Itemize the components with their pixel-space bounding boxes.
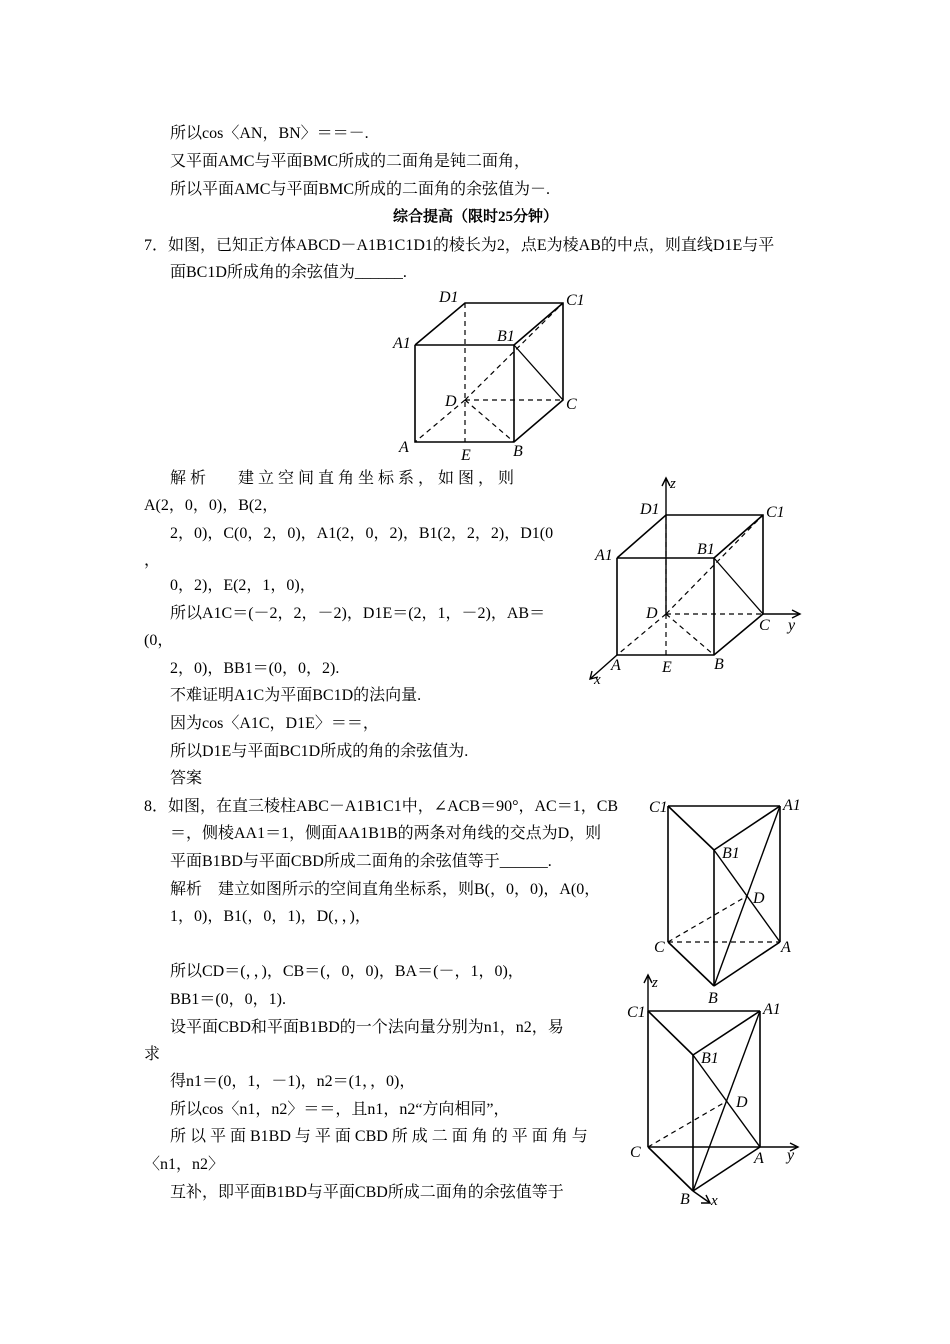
solution-8-line: 互补，即平面B1BD与平面CBD所成二面角的余弦值等于 — [170, 1184, 564, 1201]
label-B1: B1 — [697, 541, 715, 558]
question-7-line-1: 7．如图，已知正方体ABCD－A1B1C1D1的棱长为2，点E为棱AB的中点，则直线D1E与平 — [144, 237, 775, 254]
label-A: A — [399, 439, 409, 456]
solution-8-line: 所以cos〈n1，n2〉＝＝，且n1，n2“方向相同”， — [170, 1101, 510, 1118]
label-B: B — [714, 656, 724, 673]
question-8-line-3: 平面B1BD与平面CBD所成二面角的余弦值等于______. — [170, 853, 552, 870]
label-D: D — [445, 393, 457, 410]
label-D1: D1 — [640, 501, 660, 518]
solution-8-line: 1，0)，B1(，0，1)，D(，，)， — [170, 908, 371, 925]
axis-y-label: y — [787, 1147, 795, 1164]
solution-8-line: 〈n1，n2〉 — [144, 1156, 225, 1173]
answer-label: 答案 — [170, 770, 203, 787]
label-D: D — [736, 1094, 748, 1111]
question-8-line-2: ＝，侧棱AA1＝1，侧面AA1B1B的两条对角线的交点为D，则 — [170, 825, 602, 842]
text-line: 所以平面AMC与平面BMC所成的二面角的余弦值为－. — [170, 181, 551, 198]
label-B: B — [513, 443, 523, 460]
solution-7-line: 因为cos〈A1C，D1E〉＝＝， — [170, 715, 379, 732]
solution-8-line: 得n1＝(0，1，－1)，n2＝(1，，0)， — [170, 1073, 416, 1090]
label-C1: C1 — [766, 504, 785, 521]
label-A: A — [754, 1150, 764, 1167]
label-B1: B1 — [701, 1050, 719, 1067]
text-line: 所以cos〈AN，BN〉＝＝－. — [170, 125, 369, 142]
label-B: B — [680, 1191, 690, 1208]
label-C1: C1 — [566, 292, 585, 309]
solution-7-line: 不难证明A1C为平面BC1D的法向量. — [170, 687, 422, 704]
axis-z-label: z — [670, 476, 676, 492]
label-D1: D1 — [439, 289, 459, 306]
solution-8-line: 所以CD＝(，，)，CB＝(，0，0)，BA＝(－，1，0)， — [170, 963, 524, 980]
section-heading: 综合提高（限时25分钟） — [393, 209, 559, 225]
label-C: C — [566, 396, 577, 413]
label-A1: A1 — [393, 335, 411, 352]
solution-8-line: 解析 建立如图所示的空间直角坐标系，则B(，0，0)，A(0， — [170, 881, 601, 898]
solution-7-line: 所以D1E与平面BC1D所成的角的余弦值为. — [170, 743, 469, 760]
solution-8-line: 所 以 平 面 B1BD 与 平 面 CBD 所 成 二 面 角 的 平 面 角 与 — [170, 1128, 588, 1145]
label-A1: A1 — [763, 1001, 781, 1018]
text-line: 又平面AMC与平面BMC所成的二面角是钝二面角， — [170, 153, 531, 170]
prism-axes-figure — [620, 968, 815, 1213]
solution-7-line: 所以A1C＝(－2，2，－2)，D1E＝(2，1，－2)，AB＝ — [170, 605, 546, 622]
label-C1: C1 — [649, 799, 668, 816]
axis-y-label: y — [788, 617, 796, 634]
question-8-line-1: 8．如图，在直三棱柱ABC－A1B1C1中，∠ACB＝90°，AC＝1，CB — [144, 798, 619, 815]
solution-8-line: 设平面CBD和平面B1BD的一个法向量分别为n1，n2，易 — [170, 1019, 564, 1036]
label-A1: A1 — [595, 547, 613, 564]
label-B: B — [708, 990, 718, 1007]
label-A: A — [781, 939, 791, 956]
label-C: C — [759, 617, 770, 634]
solution-7-line: 0，2)，E(2，1，0)， — [170, 577, 316, 594]
label-A: A — [611, 657, 621, 674]
label-E: E — [461, 447, 471, 464]
solution-7-line: A(2，0，0)，B(2， — [144, 497, 279, 514]
axis-x-label: x — [594, 672, 601, 688]
label-B1: B1 — [497, 328, 515, 345]
solution-7-line: 解 析 建 立 空 间 直 角 坐 标 系 ， 如 图 ， 则 — [170, 470, 515, 487]
cube-figure — [385, 282, 595, 464]
cube-axes-figure — [580, 470, 810, 688]
solution-7-line: 2，0)，BB1＝(0，0，2). — [170, 660, 340, 677]
label-D: D — [646, 605, 658, 622]
solution-8-line: 求 — [144, 1046, 161, 1063]
solution-8-line: BB1＝(0，0，1). — [170, 991, 287, 1008]
solution-7-line: (0， — [144, 632, 174, 649]
axis-z-label: z — [652, 975, 658, 991]
label-D: D — [753, 890, 765, 907]
axis-x-label: x — [711, 1193, 718, 1209]
label-C: C — [654, 939, 665, 956]
question-7-line-2: 面BC1D所成角的余弦值为______. — [170, 264, 407, 281]
label-C: C — [630, 1144, 641, 1161]
solution-7-line: 2，0)，C(0，2，0)，A1(2，0，2)，B1(2，2，2)，D1(0 — [170, 525, 554, 542]
solution-7-line: ， — [144, 552, 161, 569]
label-B1: B1 — [722, 845, 740, 862]
label-A1: A1 — [783, 797, 801, 814]
label-E: E — [662, 659, 672, 676]
label-C1: C1 — [627, 1004, 646, 1021]
